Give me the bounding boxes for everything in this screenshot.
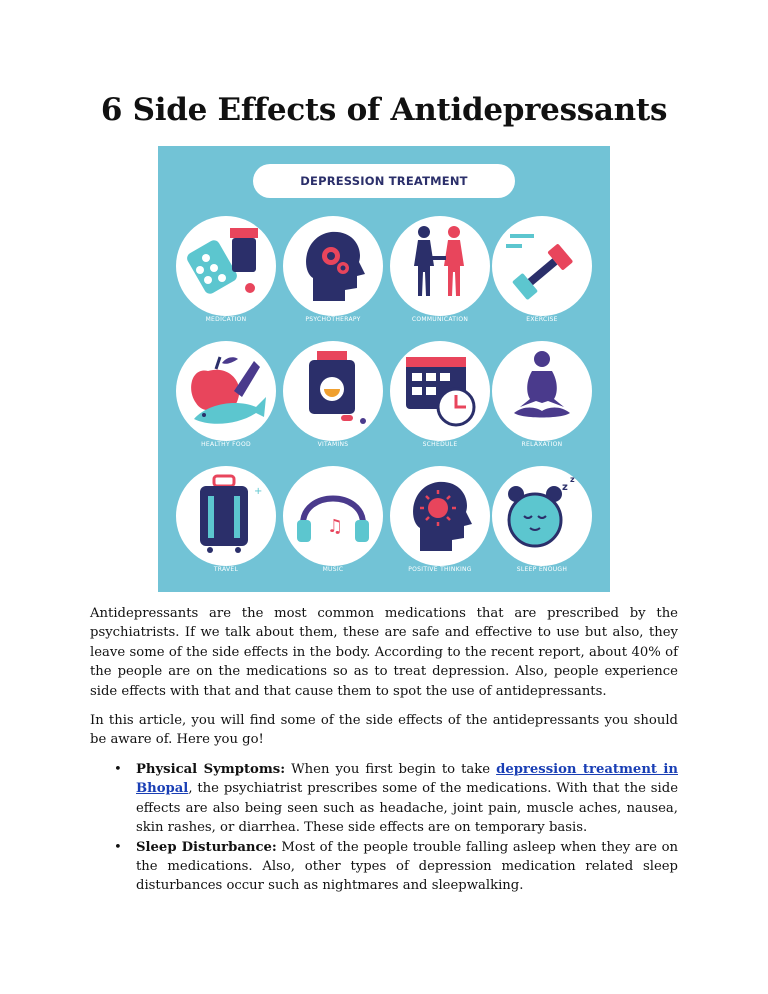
schedule-cell [390,341,490,441]
page-title: 6 Side Effects of Antidepressants [100,92,668,128]
medication-cell [176,216,276,316]
infographic-banner: DEPRESSION TREATMENT [253,164,515,198]
positive-thinking-cell [390,466,490,566]
caption-healthy-food: HEALTHY FOOD [201,441,251,448]
travel-cell [176,466,276,566]
sleep-enough-cell [492,466,592,566]
intro-paragraph: Antidepressants are the most common medications that are prescribed by the psychiatrists. If we talk about them, these are safe and effective to use but also, they leave some of the side effects in the body. According to the recent report, about 40% of the people are on the medications so as to treat depression. Also, people experience side effects with that and that cause them to spot the use of antidepressants. [90,606,678,699]
list-item-heading: Physical Symptoms: [136,762,286,777]
svg-text:z: z [570,475,575,484]
caption-schedule: SCHEDULE [422,441,458,448]
head-gears-icon [283,216,383,316]
side-effects-list [90,760,678,896]
list-item-text: When you first begin to take [285,762,497,777]
bullet: • [114,762,122,777]
list-item [90,838,678,896]
music-cell [283,466,383,566]
psychotherapy-cell [283,216,383,316]
list-item-text: Most of the people trouble falling asleep when they are on the medications. Also, other types of depression medication related sleep disturbances occur such as nightmares and sleepwalking. [136,839,678,894]
list-item-heading: Sleep Disturbance: [136,839,277,855]
caption-psychotherapy: PSYCHOTHERAPY [305,316,361,323]
caption-relaxation: RELAXATION [521,441,563,448]
caption-sleep-enough: SLEEP ENOUGH [516,566,568,573]
list-item-text: , the psychiatrist prescribes some of the medications. With that the side effects are also being seen such as headache, joint pain, muscle aches, nausea, skin rashes, or diarrhea. These side effects are on temporary basis. [136,781,678,836]
pills-icon [176,216,276,316]
alarm-clock-icon [492,466,592,566]
vitamin-jar-icon [283,341,383,441]
exercise-cell [492,216,592,316]
caption-exercise: EXERCISE [526,316,558,323]
head-sun-icon [390,466,490,566]
caption-music: MUSIC [322,566,344,573]
svg-text:♫: ♫ [327,516,344,537]
caption-medication: MEDICATION [205,316,247,323]
depression-treatment-link[interactable]: depression treatment in Bhopal [136,762,678,797]
meditation-icon [492,341,592,441]
article-paragraph: In this article, you will find some of the side effects of the antidepressants you should be aware of. Here you go! [90,713,678,748]
caption-positive-thinking: POSITIVE THINKING [408,566,472,573]
caption-communication: COMMUNICATION [411,316,469,323]
relaxation-cell [492,341,592,441]
caption-travel: TRAVEL [213,566,239,573]
healthy-food-cell [176,341,276,441]
vitamins-cell [283,341,383,441]
dumbbell-icon [492,216,592,316]
headphones-icon [283,466,383,566]
suitcase-icon [176,466,276,566]
apple-fish-icon [176,341,276,441]
handshake-people-icon [390,216,490,316]
communication-cell [390,216,490,316]
svg-text:z: z [562,482,568,493]
bullet: • [114,839,122,855]
caption-vitamins: VITAMINS [317,441,349,448]
list-item [90,760,678,838]
calendar-clock-icon [390,341,490,441]
svg-text:+: + [254,486,263,497]
depression-treatment-infographic [158,146,610,592]
